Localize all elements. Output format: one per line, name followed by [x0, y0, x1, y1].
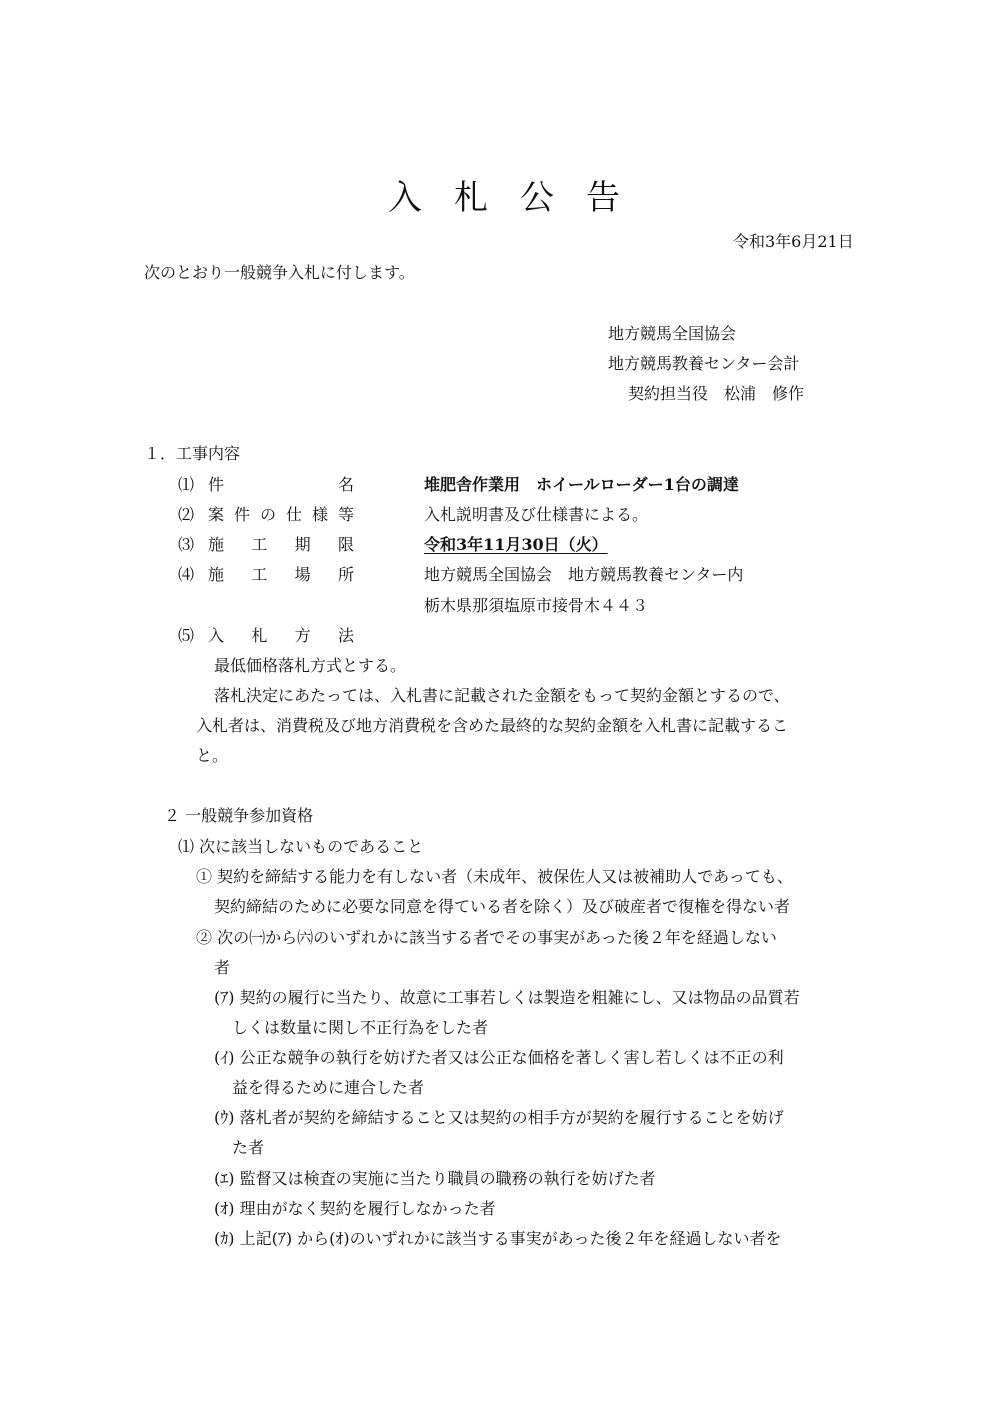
issuer-dept: 地方競馬教養センター会計	[608, 354, 800, 373]
qualification-line: た者	[232, 1138, 265, 1157]
item-2-num: ⑵	[178, 505, 195, 524]
qualification-line: 契約締結のために必要な同意を得ている者を除く）及び破産者で復権を得ない者	[214, 897, 791, 916]
item-3-num: ⑶	[178, 535, 195, 554]
qualification-line: (ｱ) 契約の履行に当たり、故意に工事若しくは製造を粗雑にし、又は物品の品質若	[214, 988, 800, 1007]
item-4-num: ⑷	[178, 565, 195, 584]
qualification-line: 者	[214, 958, 231, 977]
qualification-line: (ｴ) 監督又は検査の実施に当たり職員の職務の執行を妨げた者	[214, 1169, 656, 1188]
item-1-num: ⑴	[178, 475, 195, 494]
method-line: 入札者は、消費税及び地方消費税を含めた最終的な契約金額を入札書に記載するこ	[196, 716, 789, 735]
section2-sub1: ⑴ 次に該当しないものであること	[178, 837, 424, 856]
item-5-num: ⑸	[178, 626, 195, 645]
section2-heading: ２ 一般競争参加資格	[164, 806, 314, 825]
qualification-line: (ｵ) 理由がなく契約を履行しなかった者	[214, 1199, 496, 1218]
item-3-value: 令和3年11月30日（火）	[424, 535, 608, 554]
item-5-label: 入札方法	[208, 626, 354, 645]
item-1-label: 件名	[208, 475, 354, 494]
qualification-line: 益を得るために連合した者	[232, 1078, 425, 1097]
qualification-line: しくは数量に関し不正行為をした者	[232, 1018, 489, 1037]
qualification-line: (ｲ) 公正な競争の執行を妨げた者又は公正な価格を著しく害し若しくは不正の利	[214, 1048, 784, 1067]
page-title: 入札公告	[388, 178, 652, 218]
qualification-line: ① 契約を締結する能力を有しない者（未成年、被保佐人又は被補助人であっても、	[196, 867, 793, 886]
item-2-value: 入札説明書及び仕様書による。	[424, 505, 649, 524]
item-4-label: 施工場所	[208, 565, 354, 584]
item-2-label: 案件の仕様等	[208, 505, 354, 524]
issuer-org: 地方競馬全国協会	[608, 324, 737, 343]
qualification-line: (ｳ) 落札者が契約を締結すること又は契約の相手方が契約を履行することを妨げ	[214, 1108, 784, 1127]
item-3-label: 施工期限	[208, 535, 354, 554]
method-line: 最低価格落札方式とする。	[214, 656, 407, 675]
intro-text: 次のとおり一般競争入札に付します。	[144, 263, 415, 282]
document-date: 令和3年6月21日	[733, 232, 854, 251]
item-4-value: 地方競馬全国協会 地方競馬教養センター内	[424, 565, 744, 584]
issuer-officer: 契約担当役 松浦 修作	[628, 384, 805, 403]
method-line: 落札決定にあたっては、入札書に記載された金額をもって契約金額とするので、	[214, 686, 790, 705]
qualification-line: (ｶ) 上記(ｱ) から(ｵ)のいずれかに該当する事実があった後２年を経過しない者を	[214, 1229, 782, 1248]
section1-heading: １．工事内容	[144, 444, 241, 463]
qualification-line: ② 次の㈠から㈥のいずれかに該当する者でその事実があった後２年を経過しない	[196, 928, 777, 947]
method-line: と。	[196, 746, 229, 765]
item-1-value: 堆肥舎作業用 ホイールローダー1台の調達	[424, 475, 739, 494]
item-4-value-line2: 栃木県那須塩原市接骨木４４３	[424, 596, 649, 615]
